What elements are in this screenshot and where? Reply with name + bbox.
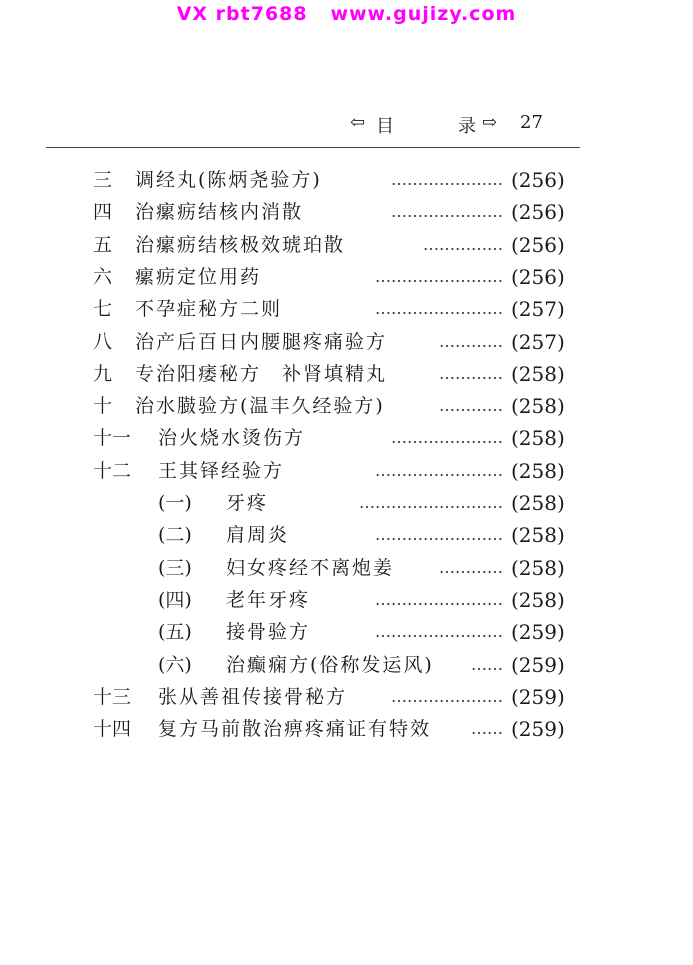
- entry-title: 妇女疼经不离炮姜: [226, 556, 395, 579]
- toc-entry: [0, 293, 693, 325]
- entry-number: 十: [93, 395, 113, 418]
- entry-title: 治瘰疬结核极效琥珀散: [135, 233, 346, 256]
- arrow-left-icon: ⇦: [350, 112, 366, 133]
- entry-page: (259): [511, 684, 565, 709]
- entry-leader-dots: ……: [471, 719, 503, 739]
- entry-page: (256): [511, 232, 565, 257]
- entry-leader-dots: …………………: [391, 686, 503, 706]
- entry-page: (256): [511, 200, 565, 225]
- entry-page: (259): [511, 652, 565, 677]
- arrow-right-icon: ⇨: [482, 112, 498, 133]
- entry-leader-dots: …………………: [391, 170, 503, 189]
- entry-title: 不孕症秘方二则: [135, 298, 283, 321]
- entry-page: (258): [511, 458, 565, 483]
- header-rule: [46, 147, 580, 148]
- entry-leader-dots: ……………………: [375, 622, 503, 642]
- entry-title: 接骨验方: [226, 621, 311, 644]
- entry-leader-dots: ……………………: [375, 299, 503, 319]
- page-header: [350, 112, 550, 140]
- toc-entry: [0, 649, 693, 681]
- entry-number: 十四: [93, 718, 132, 741]
- entry-page: (257): [511, 297, 565, 322]
- entry-leader-dots: …………………: [391, 428, 503, 448]
- entry-leader-dots: ……: [471, 654, 503, 674]
- entry-number: (六): [158, 653, 192, 676]
- entry-leader-dots: …………………: [391, 202, 503, 222]
- entry-number: (五): [158, 621, 192, 644]
- entry-title: 治产后百日内腰腿疼痛验方: [135, 330, 388, 353]
- toc-entry: [0, 519, 693, 551]
- entry-number: 五: [93, 233, 113, 256]
- entry-page: (258): [511, 361, 565, 386]
- toc-entry: [0, 584, 693, 616]
- entry-title: 牙疼: [226, 492, 269, 514]
- entry-title: 肩周炎: [226, 524, 290, 547]
- entry-number: 十三: [93, 685, 132, 708]
- toc-entry: [0, 681, 693, 713]
- entry-page: (259): [511, 717, 565, 742]
- entry-leader-dots: ……………………: [375, 525, 503, 545]
- entry-title: 治水臌验方(温丰久经验方): [135, 395, 385, 418]
- entry-number: (三): [158, 556, 192, 579]
- entry-title: 治火烧水烫伤方: [158, 427, 306, 450]
- page-number: 27: [520, 112, 543, 133]
- entry-number: (四): [158, 588, 192, 611]
- entry-number: 四: [93, 201, 113, 224]
- entry-title: 治瘰疬结核内消散: [135, 201, 304, 224]
- entry-leader-dots: ……………: [423, 234, 503, 254]
- entry-number: 十一: [93, 427, 132, 450]
- entry-title: 老年牙疼: [226, 588, 311, 611]
- entry-leader-dots: ……………………: [375, 460, 503, 480]
- entry-page: (257): [511, 329, 565, 354]
- entry-number: 八: [93, 330, 113, 353]
- entry-number: (二): [158, 524, 192, 547]
- entry-title: 张从善祖传接骨秘方: [158, 685, 348, 708]
- toc-entry: [0, 422, 693, 454]
- entry-leader-dots: …………: [439, 331, 503, 351]
- entry-title: 王其铎经验方: [158, 459, 285, 482]
- header-mu: 目: [376, 116, 394, 137]
- header-lu: 录: [458, 116, 476, 137]
- entry-title: 治癫痫方(俗称发运风): [226, 653, 434, 676]
- entry-page: (256): [511, 168, 565, 192]
- entry-page: (258): [511, 523, 565, 548]
- entry-page: (259): [511, 620, 565, 645]
- toc-entry: [0, 261, 693, 293]
- entry-page: (256): [511, 264, 565, 289]
- toc-entry: [0, 196, 693, 228]
- entry-page: (258): [511, 587, 565, 612]
- entry-leader-dots: …………: [439, 396, 503, 416]
- entry-title: 复方马前散治痹疼痛证有特效: [158, 718, 432, 741]
- entry-title: 瘰疬定位用药: [135, 265, 262, 288]
- entry-leader-dots: …………: [439, 557, 503, 577]
- toc-entry: [0, 487, 693, 519]
- entry-number: (一): [158, 492, 192, 514]
- toc-entry: [0, 358, 693, 390]
- toc-entry: [0, 455, 693, 487]
- entry-number: 三: [93, 169, 113, 191]
- toc-entry: [0, 616, 693, 648]
- entry-leader-dots: …………: [439, 363, 503, 383]
- entry-page: (258): [511, 426, 565, 451]
- toc-entry: [0, 326, 693, 358]
- entry-leader-dots: ………………………: [359, 493, 503, 512]
- entry-leader-dots: ……………………: [375, 589, 503, 609]
- entry-page: (258): [511, 491, 565, 515]
- toc-entry: [0, 390, 693, 422]
- entry-number: 十二: [93, 459, 132, 482]
- toc-entry: [0, 229, 693, 261]
- entry-title: 专治阳痿秘方 补肾填精丸: [135, 362, 388, 385]
- entry-page: (258): [511, 555, 565, 580]
- entry-leader-dots: ……………………: [375, 266, 503, 286]
- entry-number: 七: [93, 298, 113, 321]
- entry-title: 调经丸(陈炳尧验方): [135, 169, 322, 191]
- entry-number: 九: [93, 362, 113, 385]
- watermark-text: VX rbt7688 www.gujizy.com: [176, 3, 517, 25]
- entry-number: 六: [93, 265, 113, 288]
- toc-entry: [0, 164, 693, 196]
- entry-page: (258): [511, 394, 565, 419]
- toc-entry: [0, 552, 693, 584]
- toc-entry: [0, 713, 693, 745]
